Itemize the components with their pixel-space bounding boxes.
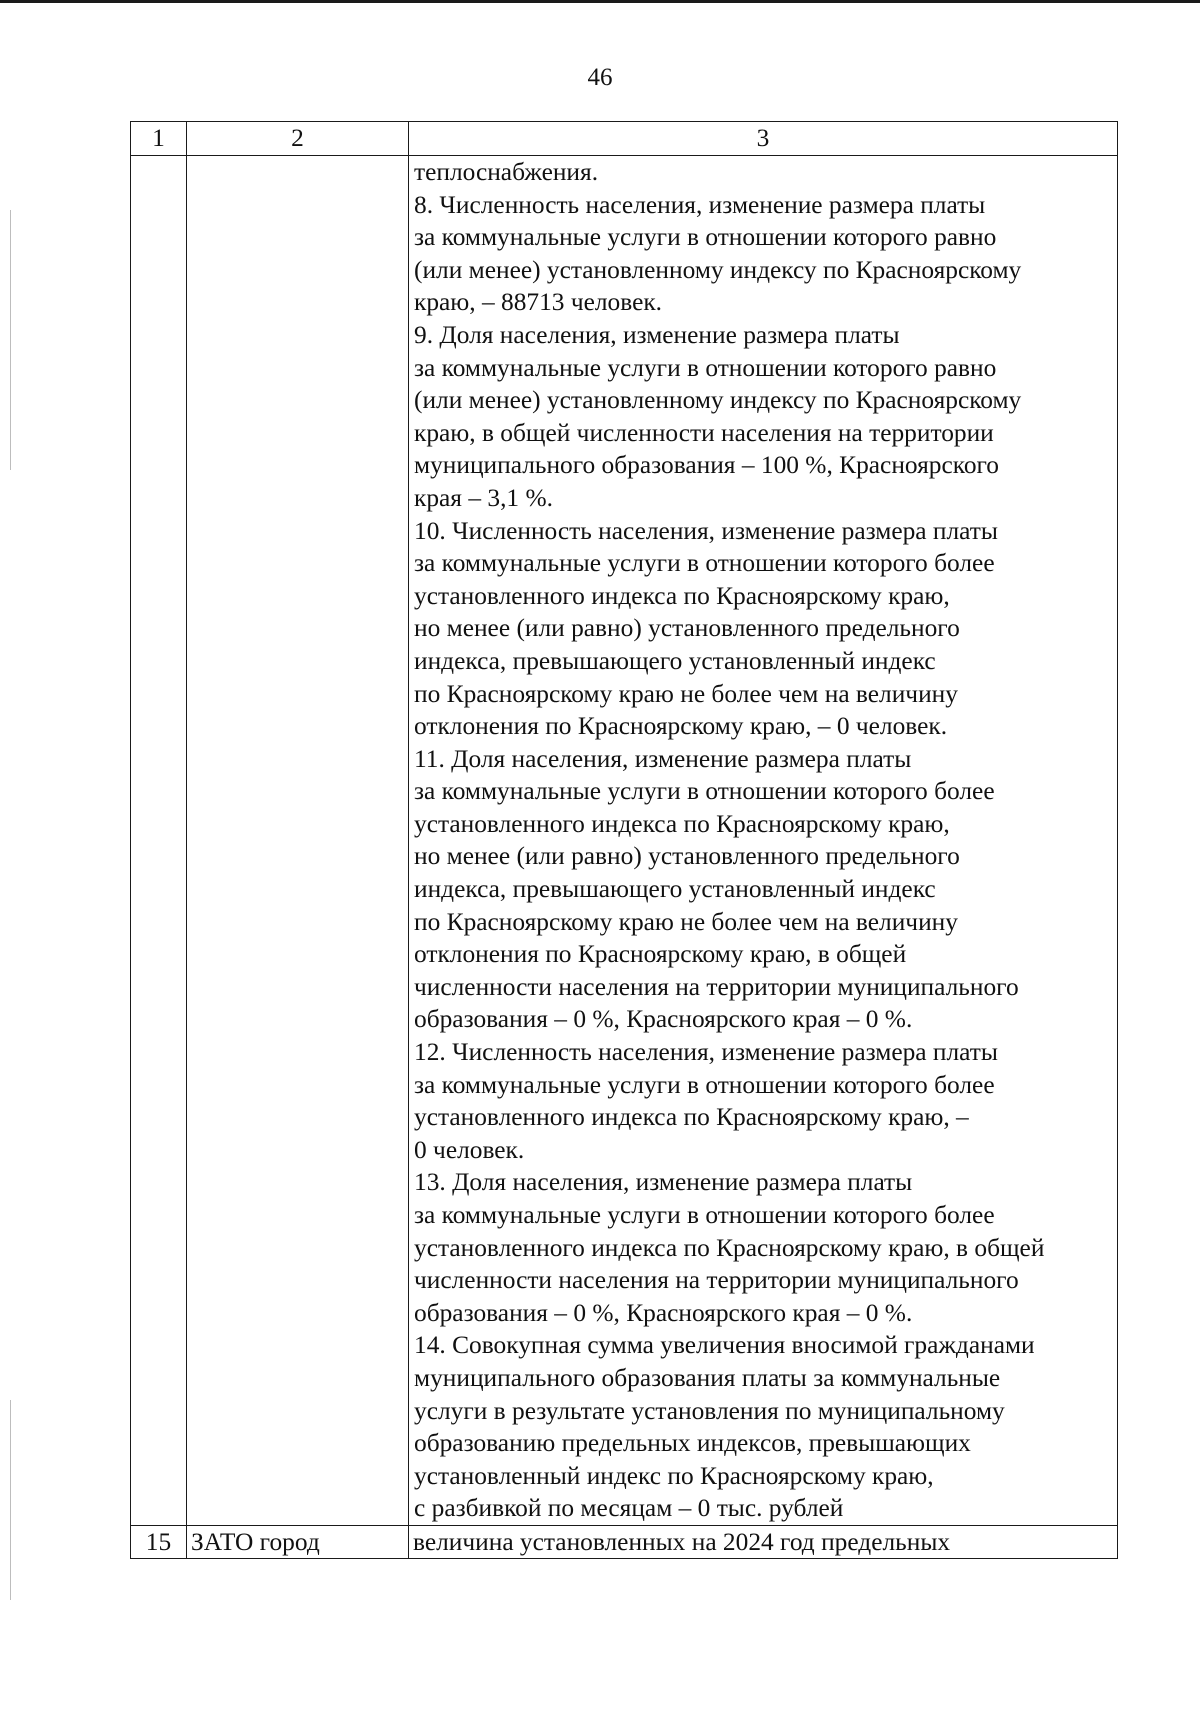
text-line: муниципального образования – 100 %, Красноярского — [414, 451, 999, 480]
text-line: отклонения по Красноярскому краю, в общей — [414, 940, 907, 969]
text-line: за коммунальные услуги в отношении которого равно — [414, 223, 997, 252]
text-line: но менее (или равно) установленного предельного — [414, 614, 960, 643]
text-line: (или менее) установленному индексу по Красноярскому — [414, 255, 1022, 284]
text-line: образования – 0 %, Красноярского края – 0 %. — [414, 1298, 913, 1327]
text-line: краю, в общей численности населения на территории — [414, 418, 994, 447]
text-line: установленного индекса по Красноярскому краю, – — [414, 1103, 969, 1132]
table-header-row — [131, 122, 1118, 156]
text-line: 9. Доля населения, изменение размера платы — [414, 320, 900, 349]
table-row-15 — [131, 1525, 1118, 1558]
text-line: за коммунальные услуги в отношении которого более — [414, 549, 995, 578]
header-col-1: 1 — [131, 122, 187, 156]
text-line: 8. Численность населения, изменение размера платы — [414, 190, 986, 219]
row-15-text: величина установленных на 2024 год предельных — [409, 1525, 1118, 1558]
text-line: установленного индекса по Красноярскому краю, — [414, 809, 950, 838]
document-table — [130, 121, 1118, 1559]
text-line: отклонения по Красноярскому краю, – 0 человек. — [414, 712, 948, 741]
row-15-name: ЗАТО город — [187, 1525, 409, 1558]
text-line: 0 человек. — [414, 1135, 525, 1164]
page-number: 46 — [587, 64, 613, 91]
scan-margin-mark — [10, 210, 11, 470]
scan-margin-mark — [10, 1400, 11, 1600]
continuation-col-2 — [187, 156, 409, 1526]
page-top-border — [0, 0, 1200, 3]
text-line: за коммунальные услуги в отношении которого равно — [414, 353, 997, 382]
text-line: численности населения на территории муниципального — [414, 972, 1019, 1001]
text-line: образованию предельных индексов, превышающих — [414, 1429, 971, 1458]
text-line: индекса, превышающего установленный индекс — [414, 646, 936, 675]
text-line: теплоснабжения. — [414, 158, 599, 186]
text-line: краю, – 88713 человек. — [414, 288, 663, 317]
text-line: услуги в результате установления по муниципальному — [414, 1396, 1005, 1425]
text-line: установленного индекса по Красноярскому краю, в общей — [414, 1233, 1045, 1262]
header-col-3: 3 — [409, 122, 1118, 156]
text-line: численности населения на территории муниципального — [414, 1266, 1019, 1295]
header-col-2: 2 — [187, 122, 409, 156]
text-line: за коммунальные услуги в отношении которого более — [414, 777, 995, 806]
text-line: но менее (или равно) установленного предельного — [414, 842, 960, 871]
text-line: по Красноярскому краю не более чем на величину — [414, 907, 958, 936]
text-line: 12. Численность населения, изменение размера платы — [414, 1038, 998, 1067]
text-line: установленный индекс по Красноярскому краю, — [414, 1461, 934, 1490]
text-line: муниципального образования платы за коммунальные — [414, 1363, 1001, 1392]
text-line: 11. Доля населения, изменение размера платы — [414, 744, 912, 773]
text-line: по Красноярскому краю не более чем на величину — [414, 679, 958, 708]
text-line: с разбивкой по месяцам – 0 тыс. рублей — [414, 1494, 844, 1523]
text-line: (или менее) установленному индексу по Красноярскому — [414, 386, 1022, 415]
text-line: образования – 0 %, Красноярского края – 0 %. — [414, 1005, 913, 1034]
text-line: за коммунальные услуги в отношении которого более — [414, 1070, 995, 1099]
text-line: края – 3,1 %. — [414, 483, 553, 512]
text-line: установленного индекса по Красноярскому краю, — [414, 581, 950, 610]
continuation-text-cell — [409, 156, 1118, 1526]
text-line: 13. Доля населения, изменение размера платы — [414, 1168, 913, 1197]
continuation-col-1 — [131, 156, 187, 1526]
text-line: 10. Численность населения, изменение размера платы — [414, 516, 998, 545]
text-line: индекса, превышающего установленный индекс — [414, 875, 936, 904]
row-15-number: 15 — [131, 1525, 187, 1558]
table-row-continuation — [131, 156, 1118, 1526]
text-line: за коммунальные услуги в отношении которого более — [414, 1201, 995, 1229]
text-line: 14. Совокупная сумма увеличения вносимой гражданами — [414, 1331, 1035, 1360]
